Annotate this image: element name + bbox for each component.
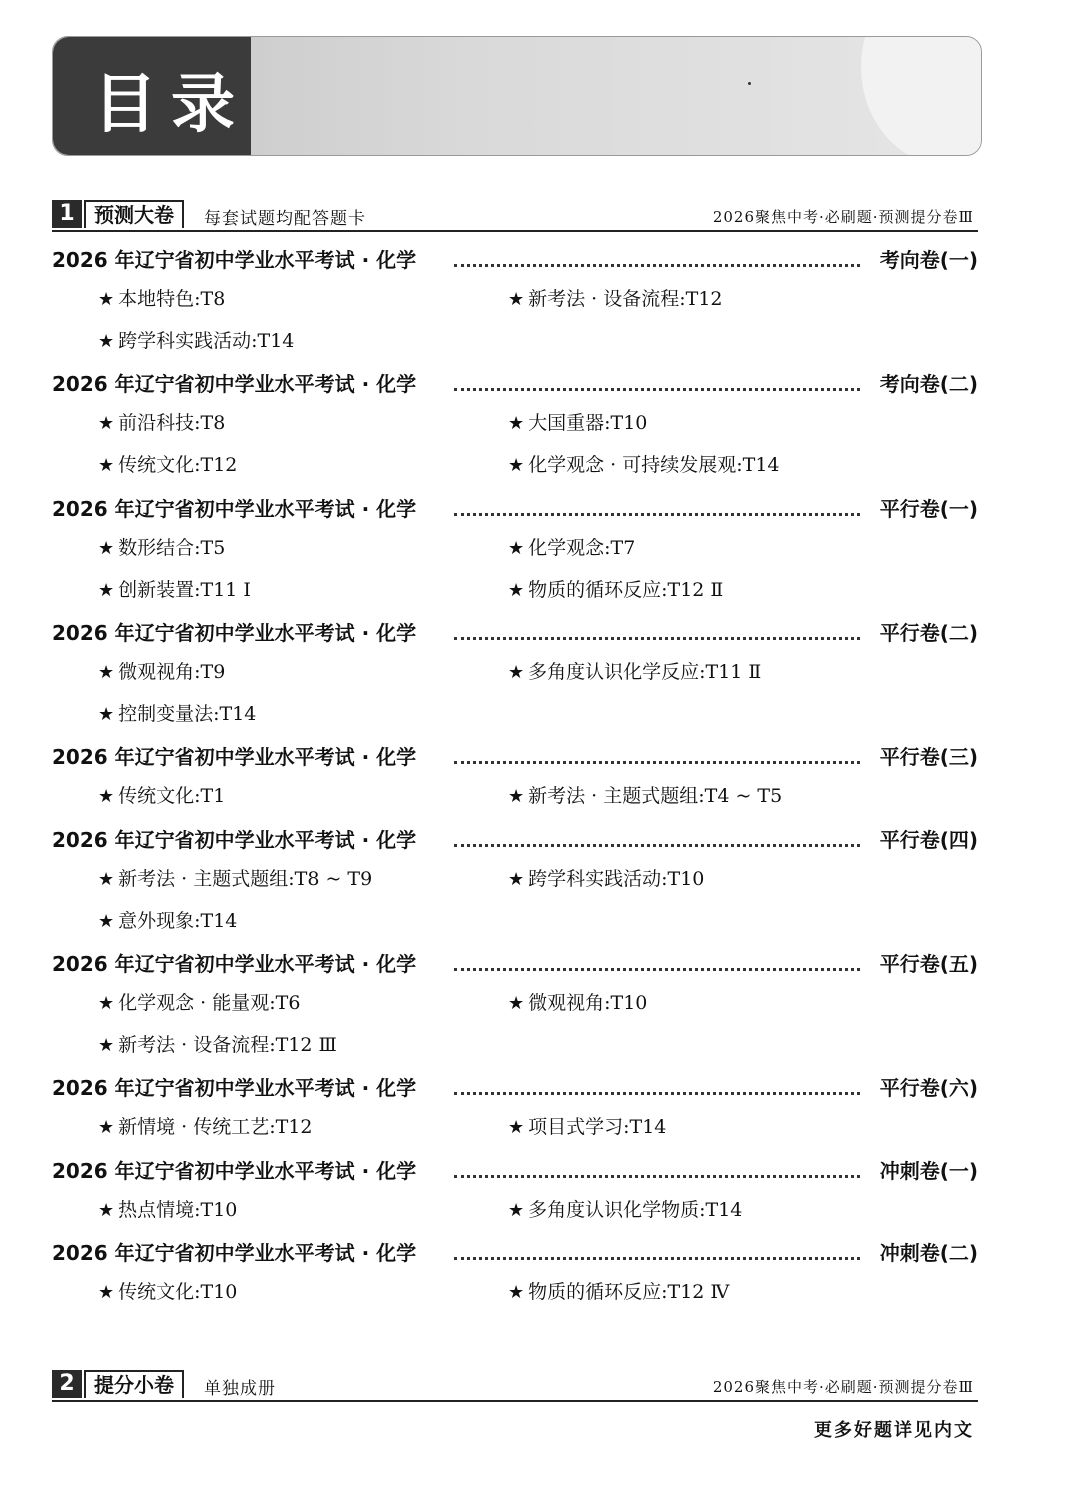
star-icon: ★ bbox=[98, 1200, 115, 1221]
star-icon: ★ bbox=[98, 455, 115, 476]
topic-item bbox=[98, 450, 237, 477]
banner-title-block bbox=[53, 37, 251, 155]
paper-name: 平行卷(六) bbox=[879, 1076, 978, 1100]
topic-item bbox=[508, 450, 780, 477]
topic-text: 化学观念:T7 bbox=[528, 537, 636, 559]
star-icon: ★ bbox=[98, 413, 115, 434]
topic-text: 意外现象:T14 bbox=[118, 910, 238, 932]
exam-title: 2026 年辽宁省初中学业水平考试 · 化学 bbox=[52, 497, 417, 521]
topic-item bbox=[98, 408, 225, 435]
topic-text: 传统文化:T10 bbox=[118, 1281, 238, 1303]
section-note: 每套试题均配答题卡 bbox=[204, 209, 366, 229]
star-icon: ★ bbox=[98, 911, 115, 932]
topic-text: 大国重器:T10 bbox=[528, 412, 648, 434]
topic-item bbox=[508, 284, 723, 311]
star-icon: ★ bbox=[98, 1117, 115, 1138]
star-icon: ★ bbox=[508, 869, 525, 890]
topic-text: 新情境 · 传统工艺:T12 bbox=[118, 1116, 313, 1138]
exam-title: 2026 年辽宁省初中学业水平考试 · 化学 bbox=[52, 621, 417, 645]
dot-leader bbox=[454, 637, 860, 640]
exam-title: 2026 年辽宁省初中学业水平考试 · 化学 bbox=[52, 952, 417, 976]
toc-entry[interactable] bbox=[52, 489, 978, 601]
topic-item bbox=[508, 1112, 666, 1139]
topic-text: 热点情境:T10 bbox=[118, 1199, 238, 1221]
topic-item bbox=[508, 1277, 729, 1304]
topic-item bbox=[98, 575, 251, 602]
footer-note: 更多好题详见内文 bbox=[814, 1420, 974, 1441]
section-label: 提分小卷 bbox=[84, 1370, 184, 1398]
star-icon: ★ bbox=[98, 993, 115, 1014]
topic-item bbox=[98, 1030, 337, 1057]
exam-title: 2026 年辽宁省初中学业水平考试 · 化学 bbox=[52, 1241, 417, 1265]
banner-dot bbox=[748, 82, 751, 85]
topic-text: 化学观念 · 能量观:T6 bbox=[118, 992, 301, 1014]
star-icon: ★ bbox=[98, 289, 115, 310]
topic-item bbox=[98, 864, 372, 891]
topic-item bbox=[98, 326, 294, 353]
toc-entry[interactable] bbox=[52, 944, 978, 1056]
toc-entry[interactable] bbox=[52, 1068, 978, 1138]
dot-leader bbox=[454, 761, 860, 764]
topic-item bbox=[508, 864, 704, 891]
topic-text: 新考法 · 主题式题组:T4 ~ T5 bbox=[528, 785, 783, 807]
topic-item bbox=[98, 284, 225, 311]
topic-item bbox=[508, 781, 782, 808]
topic-text: 本地特色:T8 bbox=[118, 288, 226, 310]
dot-leader bbox=[454, 1092, 860, 1095]
topic-item bbox=[508, 1195, 742, 1222]
toc-entry-line bbox=[52, 1151, 978, 1187]
topic-item bbox=[508, 657, 761, 684]
dot-leader bbox=[454, 388, 860, 391]
toc-entry-line bbox=[52, 1233, 978, 1269]
star-icon: ★ bbox=[508, 993, 525, 1014]
exam-title: 2026 年辽宁省初中学业水平考试 · 化学 bbox=[52, 1159, 417, 1183]
topic-text: 新考法 · 主题式题组:T8 ~ T9 bbox=[118, 868, 373, 890]
topic-item bbox=[98, 988, 300, 1015]
star-icon: ★ bbox=[98, 704, 115, 725]
topic-text: 新考法 · 设备流程:T12 bbox=[528, 288, 723, 310]
topic-text: 数形结合:T5 bbox=[118, 537, 226, 559]
topic-item bbox=[508, 575, 723, 602]
paper-name: 平行卷(二) bbox=[879, 621, 978, 645]
topic-item bbox=[508, 988, 647, 1015]
star-icon: ★ bbox=[508, 1117, 525, 1138]
topic-text: 前沿科技:T8 bbox=[118, 412, 226, 434]
exam-title: 2026 年辽宁省初中学业水平考试 · 化学 bbox=[52, 1076, 417, 1100]
star-icon: ★ bbox=[508, 289, 525, 310]
exam-title: 2026 年辽宁省初中学业水平考试 · 化学 bbox=[52, 828, 417, 852]
section-series: 2026聚焦中考·必刷题·预测提分卷Ⅲ bbox=[712, 1378, 974, 1396]
star-icon: ★ bbox=[508, 1200, 525, 1221]
star-icon: ★ bbox=[508, 580, 525, 601]
section-header-2 bbox=[52, 1370, 978, 1402]
paper-name: 平行卷(四) bbox=[879, 828, 978, 852]
toc-entry-line bbox=[52, 944, 978, 980]
topic-item bbox=[98, 781, 225, 808]
star-icon: ★ bbox=[98, 580, 115, 601]
star-icon: ★ bbox=[98, 331, 115, 352]
toc-entry[interactable] bbox=[52, 820, 978, 932]
topic-text: 微观视角:T10 bbox=[528, 992, 648, 1014]
topic-item bbox=[508, 533, 635, 560]
toc-entry[interactable] bbox=[52, 613, 978, 725]
section-number: 1 bbox=[52, 200, 82, 228]
paper-name: 考向卷(一) bbox=[879, 248, 978, 272]
toc-entry[interactable] bbox=[52, 364, 978, 476]
topic-item bbox=[98, 906, 237, 933]
topic-item bbox=[98, 533, 225, 560]
paper-name: 平行卷(一) bbox=[879, 497, 978, 521]
star-icon: ★ bbox=[508, 538, 525, 559]
topic-text: 新考法 · 设备流程:T12 Ⅲ bbox=[118, 1034, 337, 1056]
topic-text: 多角度认识化学反应:T11 Ⅱ bbox=[528, 661, 762, 683]
exam-title: 2026 年辽宁省初中学业水平考试 · 化学 bbox=[52, 372, 417, 396]
topic-text: 传统文化:T1 bbox=[118, 785, 226, 807]
topic-item bbox=[98, 657, 225, 684]
section-number: 2 bbox=[52, 1370, 82, 1398]
toc-entry[interactable] bbox=[52, 1233, 978, 1303]
exam-title: 2026 年辽宁省初中学业水平考试 · 化学 bbox=[52, 745, 417, 769]
dot-leader bbox=[454, 968, 860, 971]
topic-text: 物质的循环反应:T12 Ⅱ bbox=[528, 579, 724, 601]
topic-item bbox=[98, 1112, 313, 1139]
toc-entry[interactable] bbox=[52, 737, 978, 807]
toc-entry[interactable] bbox=[52, 1151, 978, 1221]
toc-entry-line bbox=[52, 737, 978, 773]
toc-entry-line bbox=[52, 613, 978, 649]
toc-entry-line bbox=[52, 364, 978, 400]
topic-text: 化学观念 · 可持续发展观:T14 bbox=[528, 454, 780, 476]
star-icon: ★ bbox=[98, 1282, 115, 1303]
topic-text: 微观视角:T9 bbox=[118, 661, 226, 683]
topic-text: 跨学科实践活动:T10 bbox=[528, 868, 705, 890]
star-icon: ★ bbox=[508, 662, 525, 683]
page-title: 目录 bbox=[93, 68, 249, 142]
star-icon: ★ bbox=[508, 1282, 525, 1303]
topic-item bbox=[98, 1277, 237, 1304]
topic-item bbox=[508, 408, 647, 435]
topic-text: 物质的循环反应:T12 Ⅳ bbox=[528, 1281, 730, 1303]
section-header-1 bbox=[52, 200, 978, 232]
topic-text: 多角度认识化学物质:T14 bbox=[528, 1199, 743, 1221]
toc-entry[interactable] bbox=[52, 240, 978, 352]
topic-item bbox=[98, 1195, 237, 1222]
star-icon: ★ bbox=[98, 662, 115, 683]
dot-leader bbox=[454, 1175, 860, 1178]
topic-text: 控制变量法:T14 bbox=[118, 703, 257, 725]
paper-name: 冲刺卷(二) bbox=[879, 1241, 978, 1265]
paper-name: 平行卷(五) bbox=[879, 952, 978, 976]
star-icon: ★ bbox=[98, 786, 115, 807]
paper-name: 考向卷(二) bbox=[879, 372, 978, 396]
star-icon: ★ bbox=[508, 413, 525, 434]
section-note: 单独成册 bbox=[204, 1379, 276, 1399]
star-icon: ★ bbox=[98, 869, 115, 890]
banner-decoration bbox=[861, 36, 982, 156]
topic-text: 创新装置:T11 Ⅰ bbox=[118, 579, 251, 601]
topic-text: 跨学科实践活动:T14 bbox=[118, 330, 295, 352]
dot-leader bbox=[454, 513, 860, 516]
dot-leader bbox=[454, 1257, 860, 1260]
toc-entry-line bbox=[52, 820, 978, 856]
toc-entry-line bbox=[52, 240, 978, 276]
paper-name: 冲刺卷(一) bbox=[879, 1159, 978, 1183]
dot-leader bbox=[454, 264, 860, 267]
star-icon: ★ bbox=[508, 786, 525, 807]
dot-leader bbox=[454, 844, 860, 847]
exam-title: 2026 年辽宁省初中学业水平考试 · 化学 bbox=[52, 248, 417, 272]
star-icon: ★ bbox=[508, 455, 525, 476]
section-label: 预测大卷 bbox=[84, 200, 184, 228]
header-banner bbox=[52, 36, 982, 156]
topic-item bbox=[98, 699, 256, 726]
topic-text: 传统文化:T12 bbox=[118, 454, 238, 476]
star-icon: ★ bbox=[98, 538, 115, 559]
topic-text: 项目式学习:T14 bbox=[528, 1116, 667, 1138]
star-icon: ★ bbox=[98, 1035, 115, 1056]
toc-entry-line bbox=[52, 1068, 978, 1104]
section-series: 2026聚焦中考·必刷题·预测提分卷Ⅲ bbox=[712, 208, 974, 226]
paper-name: 平行卷(三) bbox=[879, 745, 978, 769]
toc-entry-line bbox=[52, 489, 978, 525]
